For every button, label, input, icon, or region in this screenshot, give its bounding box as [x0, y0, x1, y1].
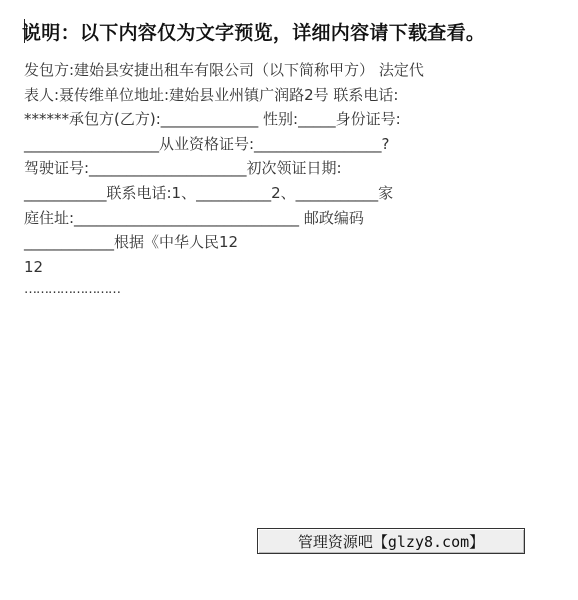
document-line-4: __________________从业资格证号:_________________? [24, 134, 390, 153]
document-line-6: ___________联系电话:1、__________2、___________家 [24, 183, 394, 202]
document-body [24, 58, 554, 279]
document-line-7: 庭住址:______________________________ 邮政编码 [24, 208, 364, 227]
document-line-3: ******承包方(乙方):_____________ 性别:_____身份证号: [24, 110, 401, 129]
truncation-ellipsis: …………………… [24, 282, 120, 297]
document-line-2: 表人:聂传维单位地址:建始县业州镇广润路2号 联系电话: [24, 85, 399, 104]
document-line-8: ____________根据《中华人民12 [24, 233, 239, 252]
document-line-1: 发包方:建始县安捷出租车有限公司（以下简称甲方） 法定代 [24, 61, 424, 79]
preview-notice: 说明：以下内容仅为文字预览，详细内容请下载查看。 [22, 22, 486, 44]
download-site-button[interactable]: 管理资源吧【glzy8.com】 [257, 528, 525, 554]
document-line-5: 驾驶证号:_____________________初次领证日期: [24, 159, 342, 178]
document-line-9: 12 [24, 257, 44, 276]
